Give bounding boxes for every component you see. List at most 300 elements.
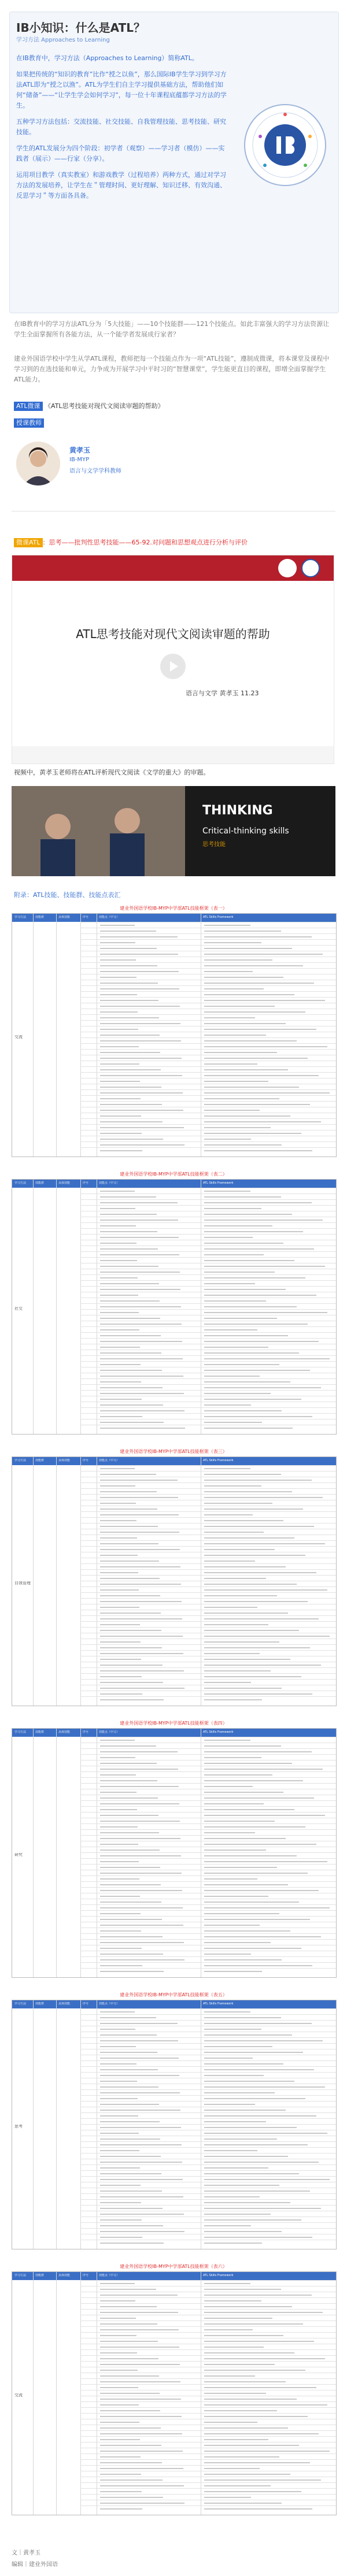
table-cell-text-line: [204, 1422, 262, 1423]
table-cell-text-line: [204, 1474, 281, 1475]
table-cell-text-line: [204, 994, 294, 995]
table-cell-text-line: [100, 2422, 139, 2423]
table-cell-text-line: [100, 1769, 178, 1770]
table-cell-text-line: [204, 1757, 261, 1758]
ib-small-logo-icon: [301, 559, 320, 577]
page-subtitle: 学习方法 Approaches to Learning: [16, 37, 110, 43]
table-cell-text-line: [100, 1821, 180, 1822]
table-title: 建业外国语学校IB-MYP中学部ATL技能框架（表五）: [120, 1992, 227, 1997]
table-cell-text-line: [100, 1647, 162, 1648]
table-cell-text-line: [100, 2029, 135, 2030]
table-cell-text-line: [204, 2485, 271, 2486]
table-cell-text-line: [204, 1942, 271, 1943]
table-cell-text-line: [204, 1699, 262, 1700]
atl-table: [12, 1456, 337, 1706]
table-cell-text-line: [204, 2456, 279, 2458]
table-cell-text-line: [100, 2208, 163, 2209]
table-cell-text-line: [204, 1630, 299, 1631]
table-cell-text-line: [204, 1485, 261, 1487]
table-cell-text-line: [204, 1780, 303, 1781]
footer-editor: 编辑｜建业外国语: [12, 2562, 58, 2568]
table-header-cell: 技能群: [35, 1730, 45, 1734]
table-header-cell: ATL Skills Framework: [203, 1459, 234, 1462]
table-cell-text-line: [204, 1035, 266, 1036]
table-cell-text-line: [204, 2017, 281, 2018]
table-cell-text-line: [204, 2081, 294, 2082]
table-header-row: [12, 1729, 336, 1737]
table-cell-text-line: [100, 1838, 180, 1839]
table-cell-text-line: [100, 1347, 140, 1348]
table-cell-text-line: [100, 948, 157, 949]
table-cell-text-line: [100, 1913, 141, 1914]
table-cell-text-line: [100, 2416, 182, 2417]
table-title: 建业外国语学校IB-MYP中学部ATL技能框架（表三）: [120, 1449, 227, 1454]
thinking-sub2: 思考技能: [202, 842, 226, 848]
table-cell-text-line: [100, 1243, 136, 1244]
table-cell-text-line: [204, 2364, 275, 2365]
table-cell-text-line: [100, 2121, 160, 2122]
table-cell-text-line: [100, 1641, 141, 1643]
table-header-cell: 序号: [83, 1181, 89, 1185]
table-cell-text-line: [204, 1653, 260, 1654]
header-paragraph: 五种学习方法包括：交流技能、社交技能、自我管理技能、思考技能、研究技能。: [16, 118, 226, 136]
table-cell-text-line: [100, 2352, 137, 2353]
table-cell-text-line: [100, 1555, 138, 1556]
table-cell-text-line: [100, 2104, 159, 2105]
table-cell-text-line: [204, 1295, 316, 1296]
table-cell-text-line: [100, 1115, 141, 1117]
table-cell-text-line: [100, 1763, 157, 1764]
table-cell-text-line: [100, 1468, 135, 1469]
table-cell-text-line: [204, 1751, 312, 1752]
table-cell-text-line: [100, 1613, 161, 1614]
after-video-text: 视频中，黄孝玉老师将在ATL评析现代文阅读《文学的重大》的审题。: [14, 769, 210, 776]
table-cell-text-line: [204, 1514, 253, 1515]
table-header-cell: 技能点（中文）: [99, 2274, 120, 2277]
table-header-cell: 具体技能: [58, 2002, 71, 2006]
table-cell-text-line: [100, 2098, 138, 2099]
table-cell-text-line: [100, 1000, 158, 1001]
table-cell-text-line: [100, 1526, 158, 1527]
table-cell-text-line: [204, 1948, 301, 1949]
table-cell-text-line: [100, 2069, 158, 2070]
table-cell-text-line: [204, 1595, 277, 1596]
table-cell-text-line: [204, 1399, 301, 1400]
table-cell-text-line: [100, 2335, 136, 2336]
table-cell-text-line: [204, 1826, 305, 1828]
table-cell-text-line: [100, 2190, 162, 2192]
table-cell-text-line: [204, 1381, 290, 1382]
table-cell-text-line: [100, 1393, 184, 1394]
table-cell-text-line: [100, 1601, 182, 1602]
table-cell-text-line: [100, 2318, 136, 2319]
table-cell-text-line: [100, 965, 157, 966]
header-paragraph: 在IB教育中，学习方法（Approaches to Learning）简称ATL。: [16, 54, 198, 62]
table-cell-text-line: [204, 2416, 308, 2417]
table-cell-text-line: [204, 1052, 277, 1053]
table-cell-text-line: [204, 1306, 297, 1307]
table-cell-text-line: [100, 1277, 138, 1278]
table-cell-text-line: [204, 2150, 257, 2151]
table-cell-text-line: [100, 1121, 163, 1122]
table-cell-text-line: [100, 2289, 156, 2290]
table-category: 自我管理: [14, 1581, 31, 1585]
table-cell-text-line: [100, 1907, 183, 1908]
table-cell-text-line: [204, 1971, 262, 1972]
table-cell-text-line: [100, 1370, 162, 1371]
table-cell-text-line: [204, 936, 312, 937]
footer-author: 文｜黄孝玉: [12, 2550, 40, 2556]
table-cell-text-line: [204, 959, 272, 961]
table-cell-text-line: [100, 936, 178, 937]
table-cell-text-line: [100, 2144, 182, 2145]
table-cell-text-line: [204, 1618, 319, 1619]
table-header-cell: 学习方法: [14, 1181, 27, 1185]
table-cell-text-line: [100, 2115, 138, 2117]
table-cell-text-line: [100, 1063, 139, 1065]
table-cell-text-line: [100, 2341, 158, 2342]
table-cell-text-line: [100, 1520, 136, 1521]
table-header-cell: 技能群: [35, 1181, 45, 1185]
table-cell-text-line: [204, 1006, 275, 1007]
table-cell-text-line: [204, 2092, 275, 2093]
table-cell-text-line: [204, 1763, 292, 1764]
table-header-cell: 技能群: [35, 1459, 45, 1462]
table-cell-text-line: [100, 2011, 135, 2012]
table-cell-text-line: [100, 1144, 184, 1146]
atl-tag: ATL微课: [14, 402, 43, 411]
table-cell-text-line: [100, 1202, 178, 1203]
table-cell-text-line: [100, 2445, 161, 2446]
table-header-cell: ATL Skills Framework: [203, 916, 234, 919]
table-cell-text-line: [204, 1404, 251, 1406]
table-cell-text-line: [204, 1300, 266, 1302]
table-cell-text-line: [204, 1324, 308, 1325]
table-cell-text-line: [204, 1335, 288, 1336]
table-cell-text-line: [204, 1659, 290, 1660]
table-cell-text-line: [204, 2491, 301, 2492]
table-cell-text-line: [100, 2046, 136, 2047]
table-cell-text-line: [204, 1144, 282, 1146]
video-player[interactable]: [12, 555, 334, 764]
table-cell-text-line: [204, 1930, 290, 1932]
table-row: [80, 1696, 336, 1703]
table-cell-text-line: [100, 1318, 160, 1319]
table-cell-text-line: [204, 1017, 255, 1018]
table-cell-text-line: [100, 1092, 183, 1094]
table-title: 建业外国语学校IB-MYP中学部ATL技能框架（表一）: [120, 906, 227, 911]
table-cell-text-line: [204, 1954, 251, 1955]
table-cell-text-line: [204, 1503, 272, 1504]
table-cell-text-line: [204, 2173, 299, 2174]
table-cell-text-line: [100, 1595, 160, 1596]
table-cell-text-line: [204, 925, 250, 926]
table-cell-text-line: [204, 2387, 316, 2388]
table-cell-text-line: [204, 2214, 271, 2215]
table-cell-text-line: [204, 1115, 290, 1117]
table-cell-text-line: [100, 2225, 163, 2226]
table-cell-text-line: [204, 1133, 301, 1134]
table-cell-text-line: [100, 2110, 180, 2111]
table-cell-text-line: [100, 2219, 142, 2221]
table-cell-text-line: [204, 1566, 286, 1567]
table-cell-text-line: [100, 2381, 180, 2382]
table-row: [80, 1147, 336, 1154]
table-cell-text-line: [100, 2086, 158, 2088]
table-cell-text-line: [204, 1555, 305, 1556]
table-cell-text-line: [204, 2479, 321, 2481]
table-cell-text-line: [100, 1861, 139, 1862]
table-cell-text-line: [100, 1352, 161, 1354]
table-cell-text-line: [100, 1029, 138, 1030]
table-cell-text-line: [100, 1792, 136, 1793]
table-cell-text-line: [100, 1254, 179, 1255]
table-cell-text-line: [100, 1480, 178, 1481]
table-cell-text-line: [204, 2503, 282, 2504]
table-cell-text-line: [204, 2347, 264, 2348]
table-cell-text-line: [100, 1561, 159, 1562]
table-cell-text-line: [100, 1220, 178, 1221]
table-cell-text-line: [100, 1266, 158, 1267]
table-cell-text-line: [100, 1543, 158, 1544]
table-cell-text-line: [100, 2312, 178, 2313]
table-cell-text-line: [204, 1150, 312, 1151]
table-cell-text-line: [100, 1191, 135, 1192]
table-cell-text-line: [100, 1896, 140, 1897]
table-cell-text-line: [204, 1873, 308, 1874]
table-header-cell: 学习方法: [14, 1730, 27, 1734]
table-cell-text-line: [204, 965, 303, 966]
table-cell-text-line: [100, 1630, 161, 1631]
table-cell-text-line: [204, 1341, 319, 1342]
table-cell-text-line: [100, 1485, 135, 1487]
video-title: ATL思考技能对现代文阅读审题的帮助: [76, 627, 270, 641]
play-icon[interactable]: [160, 654, 186, 679]
table-header-cell: 具体技能: [58, 2274, 71, 2277]
table-cell-text-line: [100, 1745, 156, 1747]
video-control-bar: [12, 746, 334, 763]
teacher-avatar: [16, 442, 60, 485]
table-cell-text-line: [204, 2404, 327, 2405]
table-cell-text-line: [100, 1925, 183, 1926]
table-cell-text-line: [204, 1936, 321, 1937]
table-header-cell: 具体技能: [58, 916, 71, 919]
table-cell-text-line: [100, 1046, 139, 1047]
table-cell-text-line: [100, 1682, 163, 1683]
table-cell-text-line: [204, 1283, 255, 1284]
table-row: [80, 2505, 336, 2512]
video-course: 语言与文学: [186, 690, 217, 697]
table-cell-text-line: [100, 1954, 163, 1955]
video-teacher: 黄孝玉: [219, 690, 239, 697]
table-cell-text-line: [204, 2115, 316, 2117]
table-cell-text-line: [204, 1913, 279, 1914]
table-cell-text-line: [204, 1832, 255, 1833]
table-header-cell: 序号: [83, 2274, 89, 2277]
table-cell-text-line: [100, 1584, 181, 1585]
table-cell-text-line: [204, 1907, 330, 1908]
table-cell-text-line: [100, 2497, 163, 2498]
table-cell-text-line: [100, 1948, 142, 1949]
table-cell-text-line: [204, 1410, 282, 1411]
table-cell-text-line: [100, 1844, 138, 1845]
table-cell-text-line: [204, 1849, 266, 1851]
table-cell-text-line: [100, 2468, 183, 2469]
table-cell-text-line: [204, 1191, 250, 1192]
table-row: [80, 1425, 336, 1431]
table-cell-text-line: [204, 1745, 281, 1747]
table-header-cell: 技能点（中文）: [99, 1730, 120, 1734]
table-cell-text-line: [204, 1277, 305, 1278]
table-cell-text-line: [100, 2167, 140, 2169]
table-category: 交流: [14, 2393, 23, 2397]
table-cell-text-line: [100, 1815, 158, 1816]
table-cell-text-line: [100, 2243, 164, 2244]
table-cell-text-line: [100, 1849, 160, 1851]
table-cell-text-line: [100, 1133, 142, 1134]
table-cell-text-line: [100, 1006, 180, 1007]
table-cell-text-line: [204, 1589, 327, 1591]
table-cell-text-line: [204, 2156, 288, 2157]
table-header-cell: 序号: [83, 916, 89, 919]
table-cell-text-line: [204, 1312, 327, 1313]
table-cell-text-line: [204, 2029, 261, 2030]
table-cell-text-line: [100, 925, 135, 926]
header-paragraph: 运用项目教学（真实教室）和游戏教学（过程培养）两种方式，通过对学习方法的发展培养，让学生在＂管理时间、更好理解、知识迁移、有效沟通、反思学习＂等方面各具备。: [16, 171, 226, 199]
divider: [12, 511, 335, 512]
table-cell-text-line: [204, 1220, 323, 1221]
table-cell-text-line: [204, 1329, 257, 1330]
header-paragraph: 如果把传统的“知识的教育”比作“授之以鱼”，那么国际IB学生学习到学习方法ATL即为“授之以渔”。ATL为学生们自主学习提供基础方法，帮助他们如何“储备”——“让学生学会如何学习”，每一位十年课程底蕴都学习方法的学生。: [16, 71, 227, 109]
table-cell-text-line: [100, 2404, 139, 2405]
table-cell-text-line: [100, 1826, 138, 1828]
table-cell-text-line: [204, 1289, 286, 1290]
table-cell-text-line: [100, 1069, 161, 1070]
table-cell-text-line: [204, 2295, 312, 2296]
table-cell-text-line: [100, 1930, 141, 1932]
table-cell-text-line: [100, 1231, 157, 1232]
table-cell-text-line: [100, 2462, 162, 2463]
table-category: 交流: [14, 1035, 23, 1039]
table-cell-text-line: [204, 2341, 314, 2342]
table-cell-text-line: [204, 1225, 272, 1226]
table-cell-text-line: [100, 1035, 160, 1036]
table-cell-text-line: [100, 2150, 139, 2151]
table-cell-text-line: [100, 1283, 159, 1284]
table-cell-text-line: [100, 1878, 139, 1880]
table-cell-text-line: [100, 2052, 157, 2053]
table-cell-text-line: [100, 2075, 179, 2076]
table-cell-text-line: [100, 1919, 162, 1920]
table-cell-text-line: [204, 2086, 325, 2088]
table-cell-text-line: [100, 2185, 141, 2186]
table-column-divider: [33, 2272, 34, 2515]
table-cell-text-line: [100, 1058, 182, 1059]
table-cell-text-line: [100, 1549, 180, 1550]
table-cell-text-line: [204, 2231, 282, 2232]
table-cell-text-line: [204, 1266, 325, 1267]
table-cell-text-line: [204, 2508, 312, 2510]
table-cell-text-line: [204, 1480, 312, 1481]
table-cell-text-line: [100, 1422, 164, 1423]
table-cell-text-line: [100, 1566, 180, 1567]
table-row: [80, 2240, 336, 2246]
table-cell-text-line: [204, 1867, 277, 1868]
table-cell-text-line: [204, 2011, 250, 2012]
table-cell-text-line: [204, 1376, 260, 1377]
table-cell-text-line: [100, 1676, 142, 1677]
table-column-divider: [56, 2272, 57, 2515]
table-cell-text-line: [204, 1508, 303, 1510]
table-cell-text-line: [204, 1243, 283, 1244]
table-header-cell: 学习方法: [14, 916, 27, 919]
table-cell-text-line: [100, 2393, 160, 2394]
table-cell-text-line: [204, 1549, 275, 1550]
table-cell-text-line: [100, 1260, 137, 1261]
table-cell-text-line: [204, 1578, 266, 1579]
table-cell-text-line: [100, 2375, 159, 2377]
table-cell-text-line: [100, 1248, 158, 1250]
table-cell-text-line: [100, 1786, 179, 1787]
table-cell-text-line: [204, 1428, 293, 1429]
table-cell-text-line: [204, 1572, 316, 1573]
table-cell-text-line: [204, 942, 261, 943]
table-cell-text-line: [100, 1341, 182, 1342]
table-cell-text-line: [204, 2225, 251, 2226]
table-cell-text-line: [204, 983, 314, 984]
table-cell-text-line: [100, 2370, 138, 2371]
table-cell-text-line: [100, 1335, 161, 1336]
table-cell-text-line: [100, 1624, 140, 1625]
table-column-divider: [56, 1180, 57, 1434]
atl-table: [12, 913, 337, 1157]
table-cell-text-line: [100, 983, 158, 984]
table-cell-text-line: [100, 2179, 183, 2180]
table-cell-text-line: [100, 1474, 156, 1475]
table-cell-text-line: [204, 1063, 257, 1065]
table-cell-text-line: [100, 1104, 162, 1105]
table-cell-text-line: [204, 1740, 250, 1741]
table-cell-text-line: [204, 2329, 253, 2330]
table-cell-text-line: [100, 2427, 161, 2429]
table-header-cell: 学习方法: [14, 2002, 27, 2006]
table-cell-text-line: [100, 1300, 160, 1302]
table-cell-text-line: [100, 1196, 156, 1198]
table-cell-text-line: [100, 994, 137, 995]
classroom-photo: [12, 786, 185, 876]
table-cell-text-line: [100, 1358, 183, 1359]
table-cell-text-line: [100, 1110, 183, 1111]
table-cell-text-line: [204, 1087, 299, 1088]
table-cell-text-line: [204, 1092, 330, 1094]
table-cell-text-line: [100, 2387, 138, 2388]
table-cell-text-line: [204, 2358, 325, 2359]
table-cell-text-line: [204, 1237, 253, 1238]
table-cell-text-line: [100, 2202, 141, 2203]
table-cell-text-line: [100, 1329, 139, 1330]
table-cell-text-line: [100, 2063, 136, 2064]
table-cell-text-line: [100, 1757, 135, 1758]
teacher-tag: 授课教师: [14, 418, 44, 428]
table-cell-text-line: [204, 1248, 314, 1250]
table-cell-text-line: [100, 2491, 142, 2492]
table-cell-text-line: [204, 948, 292, 949]
table-cell-text-line: [100, 1890, 182, 1891]
table-cell-text-line: [204, 1959, 282, 1960]
table-cell-text-line: [100, 2017, 156, 2018]
video-caption-text: ：思考——批判性思考技能——65-92.对问题和思想观点进行分析与评价: [42, 539, 248, 546]
table-cell-text-line: [204, 2138, 277, 2140]
